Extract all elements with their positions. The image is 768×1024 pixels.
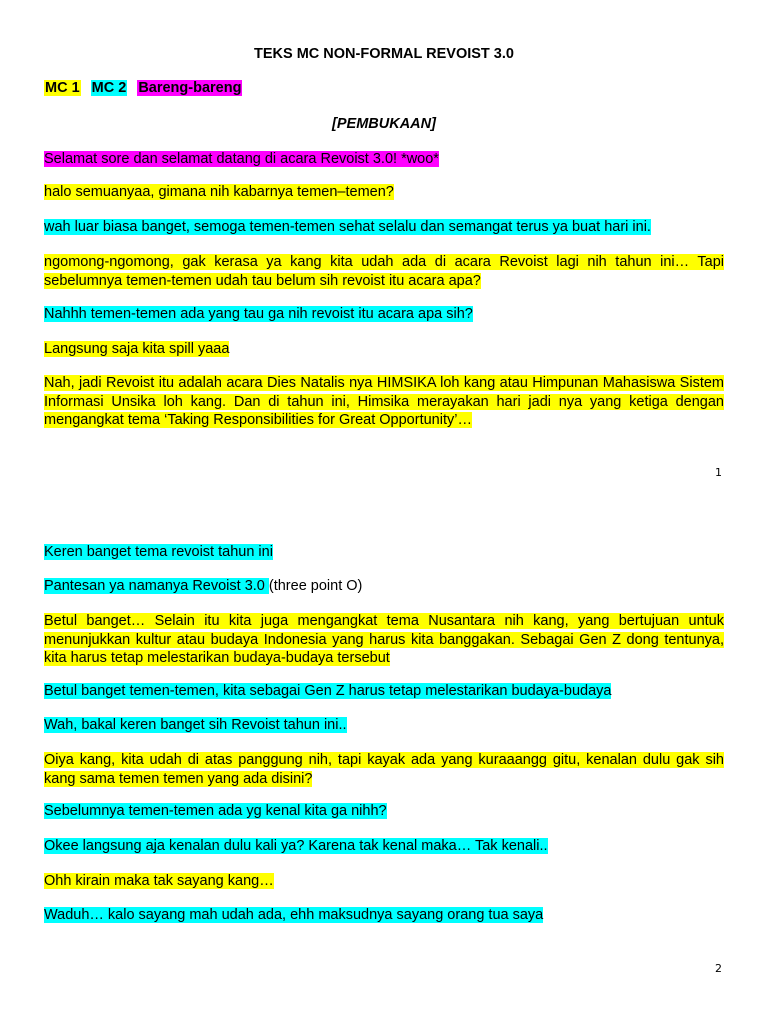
script-line [44, 906, 724, 925]
script-line [44, 802, 724, 821]
script-line [44, 751, 724, 788]
script-line-text: Selamat sore dan selamat datang di acara Revoist 3.0! *woo* [44, 151, 439, 167]
script-line-text: Langsung saja kita spill yaaa [44, 341, 230, 357]
script-line [44, 716, 724, 735]
script-line-suffix: (three point O) [268, 578, 363, 594]
speaker-legend [44, 80, 242, 96]
script-line-text: wah luar biasa banget, semoga temen-temen sehat selalu dan semangat terus ya buat hari ini. [44, 219, 651, 235]
script-line-text: Betul banget… Selain itu kita juga mengangkat tema Nusantara nih kang, yang bertujuan untuk menunjukkan kultur atau budaya Indonesia yang harus kita banggakan. Sebagai Gen Z dong tentunya, kita harus tetap melestarikan budaya-budaya tersebut [44, 613, 724, 666]
page-number: 1 [715, 466, 722, 479]
section-heading: [PEMBUKAAN] [332, 116, 436, 132]
script-line-text: halo semuanyaa, gimana nih kabarnya temen–temen? [44, 184, 394, 200]
script-line-text: Nahhh temen-temen ada yang tau ga nih revoist itu acara apa sih? [44, 306, 473, 322]
document-page-2 [0, 500, 768, 1024]
script-line-text: Oiya kang, kita udah di atas panggung nih, tapi kayak ada yang kuraaangg gitu, kenalan dulu gak sih kang sama temen temen yang ada disini? [44, 752, 724, 787]
script-line [44, 612, 724, 668]
script-line-text: Okee langsung aja kenalan dulu kali ya? Karena tak kenal maka… Tak kenali.. [44, 838, 548, 854]
script-line [44, 837, 724, 856]
document-title: TEKS MC NON-FORMAL REVOIST 3.0 [254, 46, 514, 62]
script-line [44, 543, 724, 562]
script-line [44, 872, 724, 891]
legend-mc1: MC 1 [45, 80, 80, 96]
script-line-text: Wah, bakal keren banget sih Revoist tahun ini.. [44, 717, 347, 733]
document-page-1 [0, 0, 768, 500]
script-line [44, 183, 724, 202]
script-line [44, 253, 724, 290]
script-line-text: Waduh… kalo sayang mah udah ada, ehh maksudnya sayang orang tua saya [44, 907, 544, 923]
legend-bareng: Bareng-bareng [138, 80, 242, 96]
script-line [44, 340, 724, 359]
script-line-text: Ohh kirain maka tak sayang kang… [44, 873, 274, 889]
legend-mc2: MC 2 [91, 80, 127, 96]
script-line [44, 305, 724, 324]
script-line [44, 682, 724, 701]
script-line-text: Pantesan ya namanya Revoist 3.0 [44, 578, 269, 594]
script-line-text: Betul banget temen-temen, kita sebagai Gen Z harus tetap melestarikan budaya-budaya [44, 683, 612, 699]
script-line-text: ngomong-ngomong, gak kerasa ya kang kita udah ada di acara Revoist lagi nih tahun ini… Tapi sebelumnya temen-temen udah tau belum sih revoist itu acara apa? [44, 254, 724, 289]
script-line [44, 218, 724, 237]
page-number: 2 [715, 962, 722, 975]
script-line [44, 577, 724, 596]
script-line-text: Sebelumnya temen-temen ada yg kenal kita ga nihh? [44, 803, 387, 819]
script-line-text: Keren banget tema revoist tahun ini [44, 544, 273, 560]
script-line [44, 150, 724, 169]
script-line [44, 374, 724, 430]
script-line-text: Nah, jadi Revoist itu adalah acara Dies Natalis nya HIMSIKA loh kang atau Himpunan Mahasiswa Sistem Informasi Unsika loh kang. Dan di tahun ini, Himsika merayakan hari jadi nya yang ketiga dengan mengangkat tema ‘Taking Responsibilities for Great Opportunity’… [44, 375, 724, 428]
